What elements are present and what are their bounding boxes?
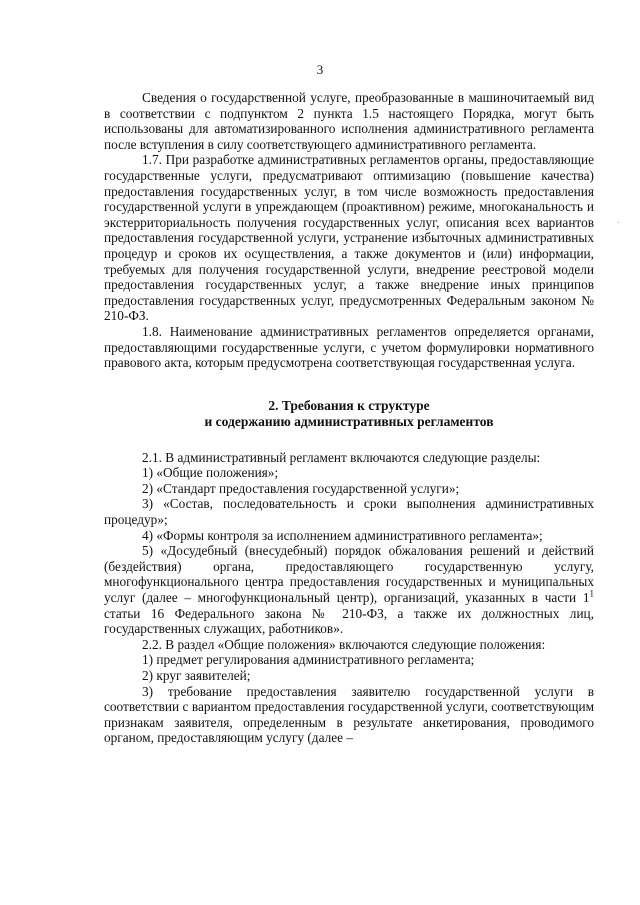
list-item-subject: 1) предмет регулирования административного регламента;: [142, 652, 475, 668]
appeal-text-part-1: 5) «Досудебный (внесудебный) порядок обжалования решений и действий (бездействия) органа, предоставляющего государственную услугу, многофункционального центра предоставления государственных и муниципальных услуг (далее – многофункциональный центр), организаций, указанных в части 1: [104, 543, 594, 606]
appeal-text-part-2: статьи 16 Федерального закона № 210-ФЗ, а также их должностных лиц, государственных служащих, работников».: [104, 605, 594, 637]
section-heading: [104, 398, 594, 430]
list-item-service-standard: 2) «Стандарт предоставления государственной услуги»;: [142, 480, 460, 496]
list-item-appeal-procedure: [104, 543, 594, 637]
paragraph-2-2: 2.2. В раздел «Общие положения» включаются следующие положения:: [142, 636, 546, 652]
superscript-one: 1: [589, 588, 594, 599]
section-heading-line-2: и содержанию административных регламентов: [204, 413, 494, 429]
list-item-requirement: 3) требование предоставления заявителю государственной услуги в соответствии с вариантом предоставления государственной услуги, соответствующим признакам заявителя, определенным в результате анкетирования, проводимого органом, предоставляющим услугу (далее –: [104, 683, 594, 746]
list-item-general-provisions: 1) «Общие положения»;: [142, 465, 279, 481]
paragraph-1-7: 1.7. При разработке административных регламентов органы, предоставляющие государственные услуги, предусматривают оптимизацию (повышение качества) предоставления государственных услуг, в том числе возможность предоставления государственной услуги в упреждающем (проактивном) режиме, многоканальность и экстерриториальность получения государственных услуг, описания всех вариантов предоставления государственной услуги, устранение избыточных административных процедур и сроков их осуществления, а также документов и (или) информации, требуемых для получения государственной услуги, внедрение реестровой модели предоставления государственных услуг, а также внедрение иных принципов предоставления государственных услуг, предусмотренных Федеральным законом № 210-ФЗ.: [104, 152, 594, 324]
paragraph-2-1: 2.1. В административный регламент включаются следующие разделы:: [142, 449, 541, 465]
page-number: 3: [316, 62, 324, 77]
paragraph-machine-readable: Сведения о государственной услуге, преобразованные в машиночитаемый вид в соответствии с подпунктом 2 пункта 1.5 настоящего Порядка, могут быть использованы для автоматизированного исполнения административного регламента после вступления в силу соответствующего административного регламента.: [104, 90, 594, 152]
margin-mark: ·: [617, 218, 621, 229]
document-body: [104, 90, 594, 746]
list-item-applicants: 2) круг заявителей;: [142, 668, 251, 683]
section-heading-line-1: 2. Требования к структуре: [268, 397, 430, 413]
list-item-control-forms: 4) «Формы контроля за исполнением административного регламента»;: [142, 527, 543, 543]
paragraph-1-8: 1.8. Наименование административных регламентов определяется органами, предоставляющими государственные услуги, с учетом формулировки нормативного правового акта, которым предусмотрена соответствующая государственная услуга.: [104, 323, 594, 371]
list-item-procedures: 3) «Состав, последовательность и сроки выполнения административных процедур»;: [104, 496, 594, 528]
